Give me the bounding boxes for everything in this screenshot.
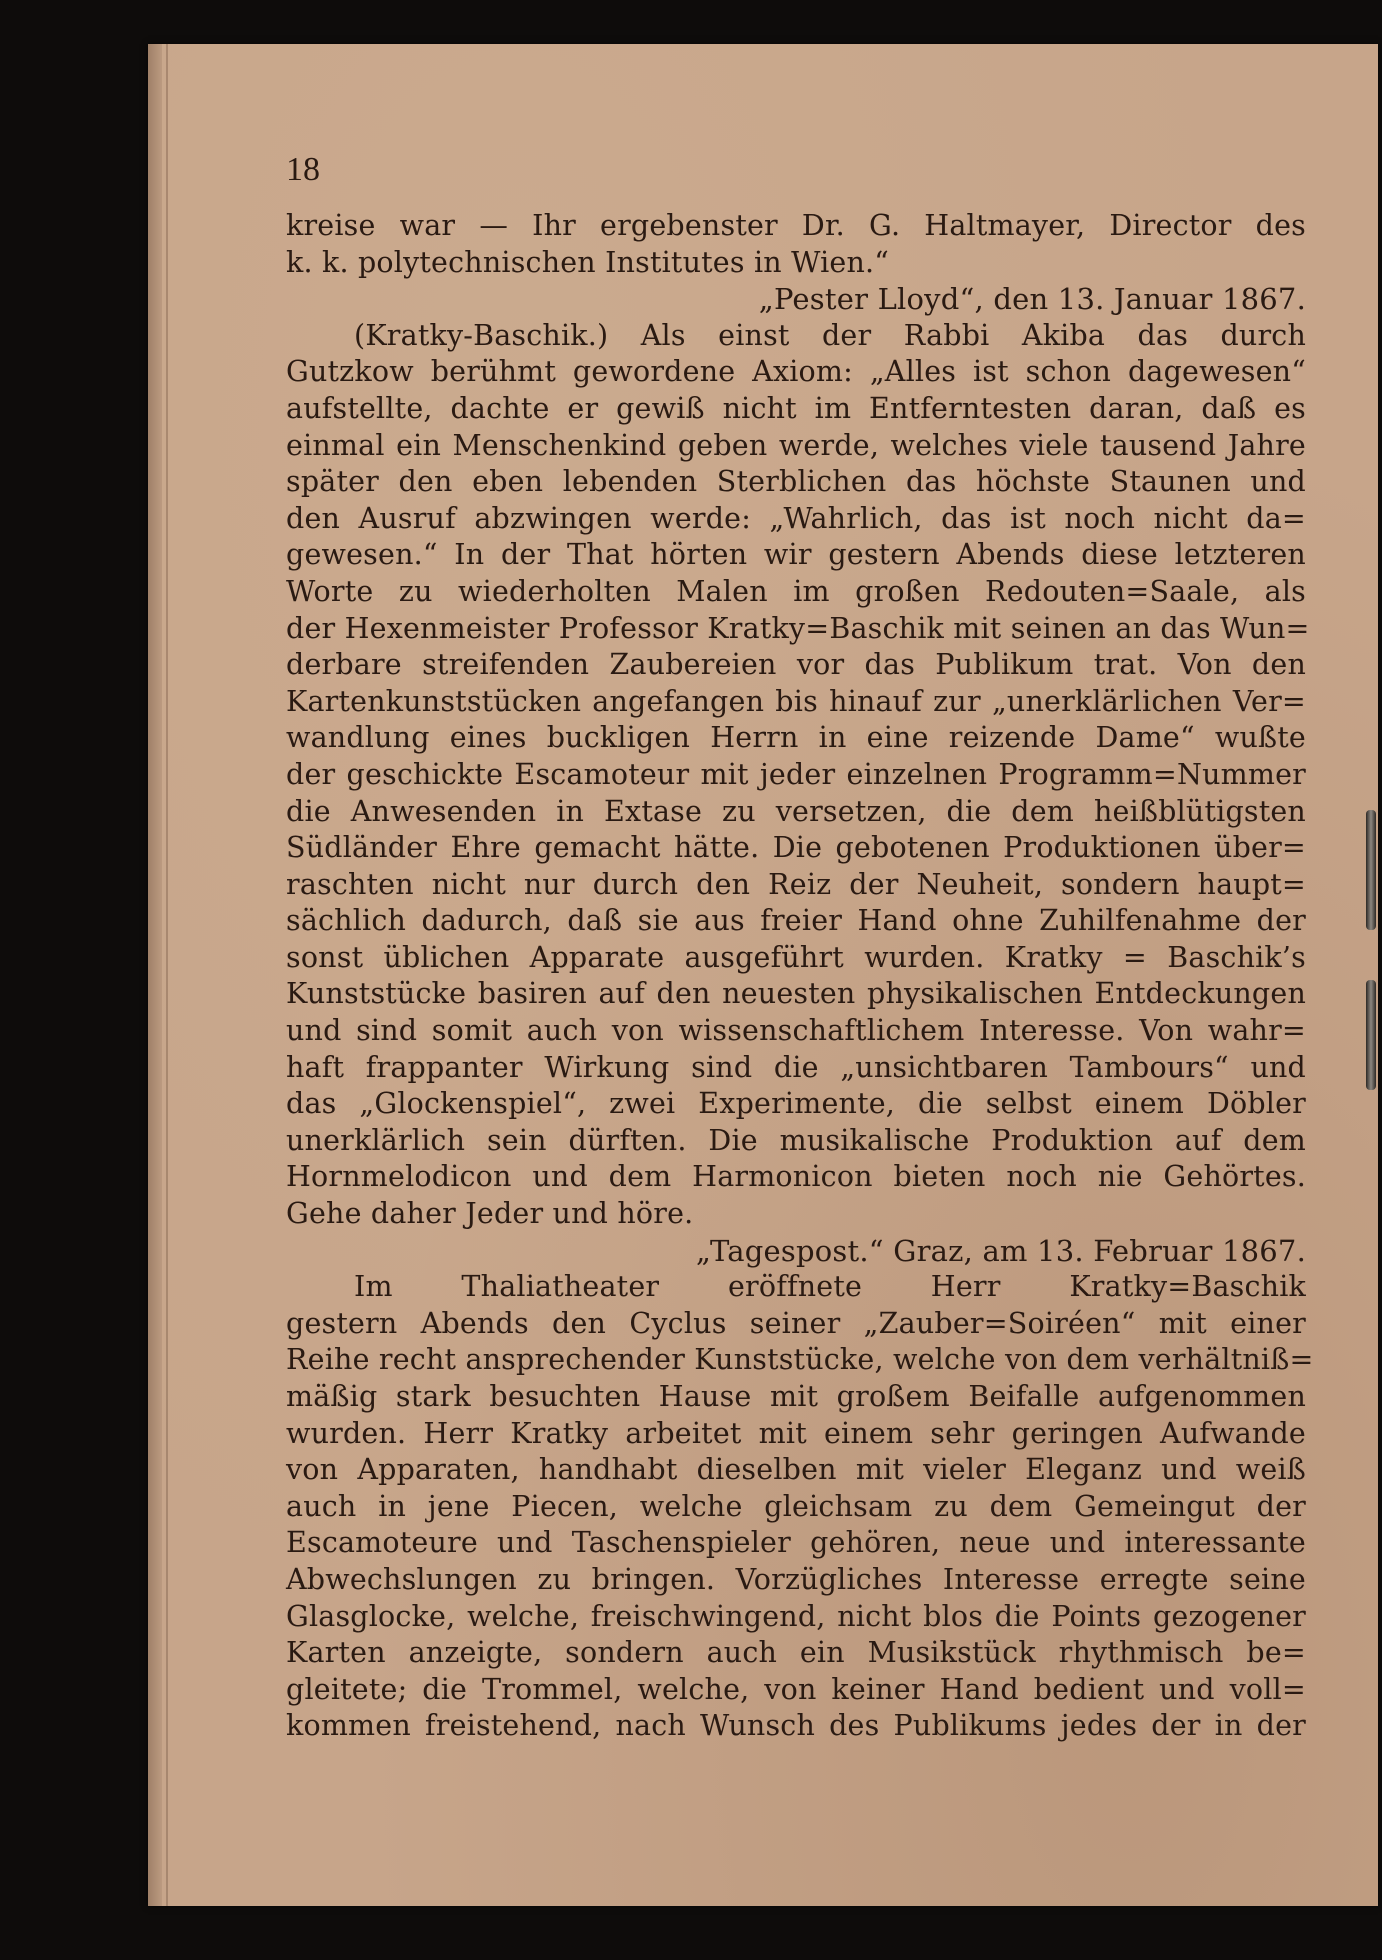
text-line: haft frappanter Wirkung sind die „unsichtbaren Tambours“ und — [286, 1050, 1306, 1084]
text-line: kommen freistehend, nach Wunsch des Publikums jedes der in der — [286, 1709, 1306, 1743]
text-line: Kartenkunststücken angefangen bis hinauf zur „unerklärlichen Ver= — [286, 684, 1306, 718]
text-line: Abwechslungen zu bringen. Vorzügliches Interesse erregte seine — [286, 1562, 1306, 1596]
text-line: sonst üblichen Apparate ausgeführt wurden. Kratky = Baschik’s — [286, 940, 1306, 974]
text-line: Kunststücke basiren auf den neuesten physikalischen Entdeckungen — [286, 977, 1306, 1011]
text-line: und sind somit auch von wissenschaftlichem Interesse. Von wahr= — [286, 1014, 1306, 1048]
text-line: Gutzkow berühmt gewordene Axiom: „Alles ist schon dagewesen“ — [286, 355, 1306, 389]
binder-clip-upper — [1366, 810, 1376, 930]
text-line: das „Glockenspiel“, zwei Experimente, die selbst einem Döbler — [286, 1087, 1306, 1121]
text-line: später den eben lebenden Sterblichen das höchste Staunen und — [286, 465, 1306, 499]
text-line: Reihe recht ansprechender Kunststücke, welche von dem verhältniß= — [286, 1343, 1314, 1377]
text-line: den Ausruf abzwingen werde: „Wahrlich, das ist noch nicht da= — [286, 501, 1306, 535]
text-line: wurden. Herr Kratky arbeitet mit einem sehr geringen Aufwande — [286, 1416, 1306, 1450]
page-edge — [148, 44, 162, 1906]
text-line: Escamoteure und Taschenspieler gehören, neue und interessante — [286, 1526, 1306, 1560]
text-line: Glasglocke, welche, freischwingend, nicht blos die Points gezogener — [286, 1599, 1306, 1633]
text-line: der Hexenmeister Professor Kratky=Baschik mit seinen an das Wun= — [286, 611, 1310, 645]
text-line: k. k. polytechnischen Institutes in Wien.“ — [286, 245, 890, 279]
text-line: gleitete; die Trommel, welche, von keiner Hand bedient und voll= — [286, 1672, 1306, 1706]
book-page — [148, 44, 1378, 1906]
text-line: Hornmelodicon und dem Harmonicon bieten noch nie Gehörtes. — [286, 1160, 1306, 1194]
text-line: Südländer Ehre gemacht hätte. Die gebotenen Produktionen über= — [286, 831, 1306, 865]
text-line: Karten anzeigte, sondern auch ein Musikstück rhythmisch be= — [286, 1636, 1306, 1670]
page-edge-line — [166, 44, 168, 1906]
text-line: (Kratky-Baschik.) Als einst der Rabbi Akiba das durch — [354, 318, 1306, 352]
text-line: auch in jene Piecen, welche gleichsam zu dem Gemeingut der — [286, 1489, 1306, 1523]
text-line: kreise war — Ihr ergebenster Dr. G. Haltmayer, Director des — [286, 209, 1306, 242]
source-heading-pester-lloyd: „Pester Lloyd“, den 13. Januar 1867. — [758, 282, 1306, 317]
text-line: mäßig stark besuchten Hause mit großem Beifalle aufgenommen — [286, 1380, 1306, 1413]
text-line: gewesen.“ In der That hörten wir gestern Abends diese letzteren — [286, 538, 1306, 572]
text-line: Worte zu wiederholten Malen im großen Redouten=Saale, als — [286, 574, 1306, 608]
text-line: einmal ein Menschenkind geben werde, welches viele tausend Jahre — [286, 428, 1306, 462]
page-text — [286, 140, 1314, 1745]
text-line: gestern Abends den Cyclus seiner „Zauber=Soiréen“ mit einer — [286, 1306, 1306, 1340]
text-line: der geschickte Escamoteur mit jeder einzelnen Programm=Nummer — [286, 757, 1306, 791]
text-line: Im Thaliatheater eröffnete Herr Kratky=Baschik — [354, 1270, 1306, 1304]
binder-clip-lower — [1366, 980, 1376, 1090]
text-line: Gehe daher Jeder und höre. — [286, 1197, 694, 1231]
text-line: sächlich dadurch, daß sie aus freier Hand ohne Zuhilfenahme der — [286, 904, 1306, 938]
text-line: die Anwesenden in Extase zu versetzen, die dem heißblütigsten — [286, 794, 1306, 828]
page-number: 18 — [286, 151, 320, 188]
text-line: aufstellte, dachte er gewiß nicht im Entferntesten daran, daß es — [286, 391, 1306, 425]
text-line: derbare streifenden Zaubereien vor das Publikum trat. Von den — [286, 648, 1306, 682]
text-line: unerklärlich sein dürften. Die musikalische Produktion auf dem — [286, 1123, 1306, 1157]
text-line: von Apparaten, handhabt dieselben mit vieler Eleganz und weiß — [286, 1453, 1306, 1487]
source-heading-tagespost: „Tagespost.“ Graz, am 13. Februar 1867. — [695, 1233, 1306, 1268]
text-line: raschten nicht nur durch den Reiz der Neuheit, sondern haupt= — [286, 867, 1306, 901]
text-line: wandlung eines buckligen Herrn in eine reizende Dame“ wußte — [286, 721, 1306, 755]
